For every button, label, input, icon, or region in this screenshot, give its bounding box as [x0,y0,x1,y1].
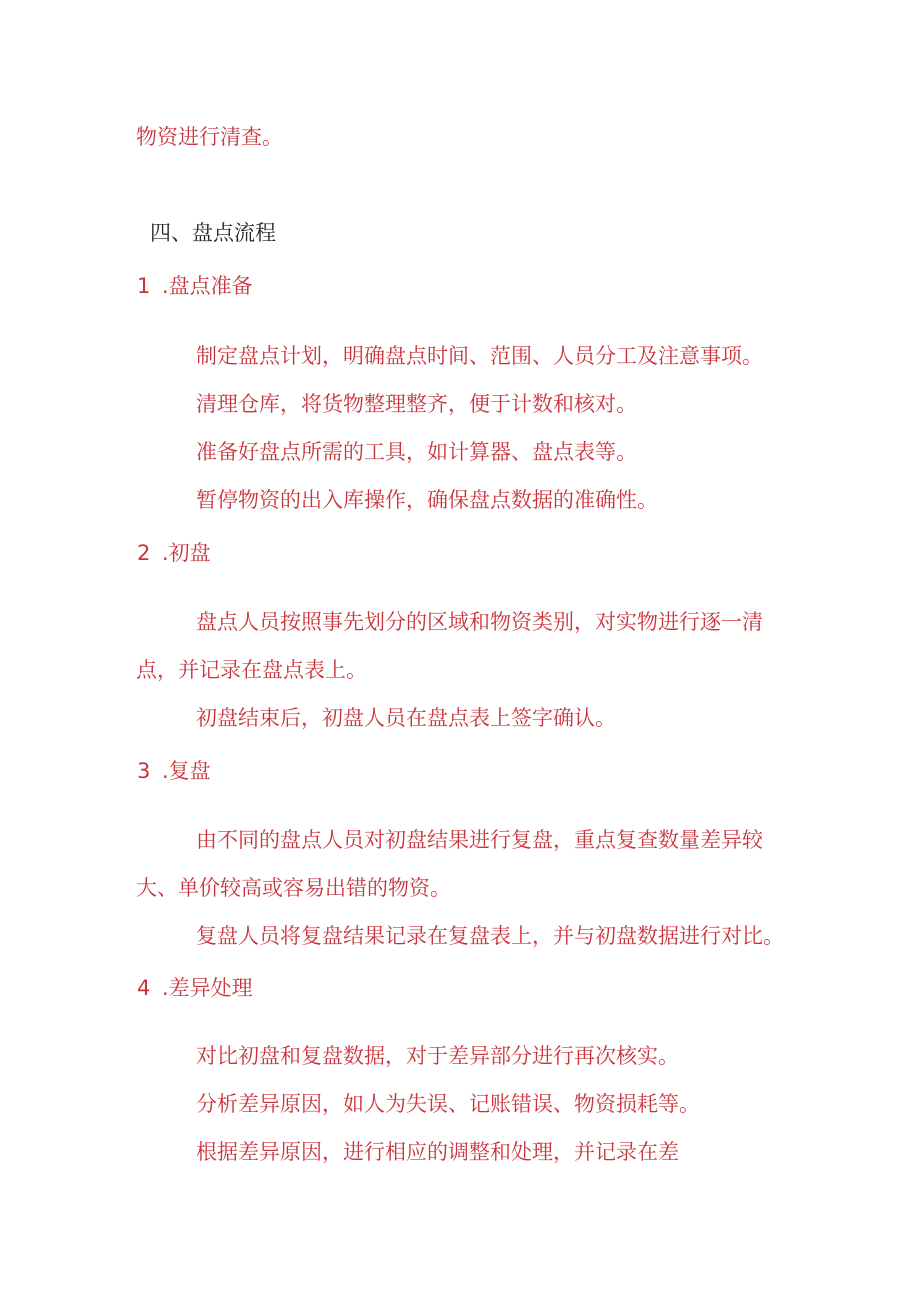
paragraph-line: 清理仓库，将货物整理整齐，便于计数和核对。 [196,392,637,416]
paragraph-line: 初盘结束后，初盘人员在盘点表上签字确认。 [196,706,616,730]
paragraph-line-intro: 物资进行清查。 [136,125,283,149]
subsection-title-2: .初盘 [162,541,211,565]
subsection-number-2: 2 [137,541,151,565]
paragraph-line: 制定盘点计划，明确盘点时间、范围、人员分工及注意事项。 [196,344,763,368]
paragraph-line: 根据差异原因，进行相应的调整和处理，并记录在差 [196,1140,679,1164]
subsection-number-1: 1 [137,274,151,298]
subsection-number-3: 3 [137,759,151,783]
paragraph-line: 分析差异原因，如人为失误、记账错误、物资损耗等。 [196,1092,700,1116]
subsection-number-4: 4 [137,976,151,1000]
paragraph-line: 盘点人员按照事先划分的区域和物资类别，对实物进行逐一清 [196,610,763,634]
subsection-title-1: .盘点准备 [162,274,253,298]
paragraph-line: 大、单价较高或容易出错的物资。 [136,876,451,900]
paragraph-line: 由不同的盘点人员对初盘结果进行复盘，重点复查数量差异较 [196,828,763,852]
paragraph-line: 对比初盘和复盘数据，对于差异部分进行再次核实。 [196,1044,679,1068]
paragraph-line: 点，并记录在盘点表上。 [136,658,367,682]
section-heading: 四、盘点流程 [150,221,276,245]
subsection-title-4: .差异处理 [162,976,253,1000]
paragraph-line: 暂停物资的出入库操作，确保盘点数据的准确性。 [196,488,658,512]
subsection-title-3: .复盘 [162,759,211,783]
paragraph-line: 复盘人员将复盘结果记录在复盘表上，并与初盘数据进行对比。 [196,924,784,948]
paragraph-line: 准备好盘点所需的工具，如计算器、盘点表等。 [196,440,637,464]
